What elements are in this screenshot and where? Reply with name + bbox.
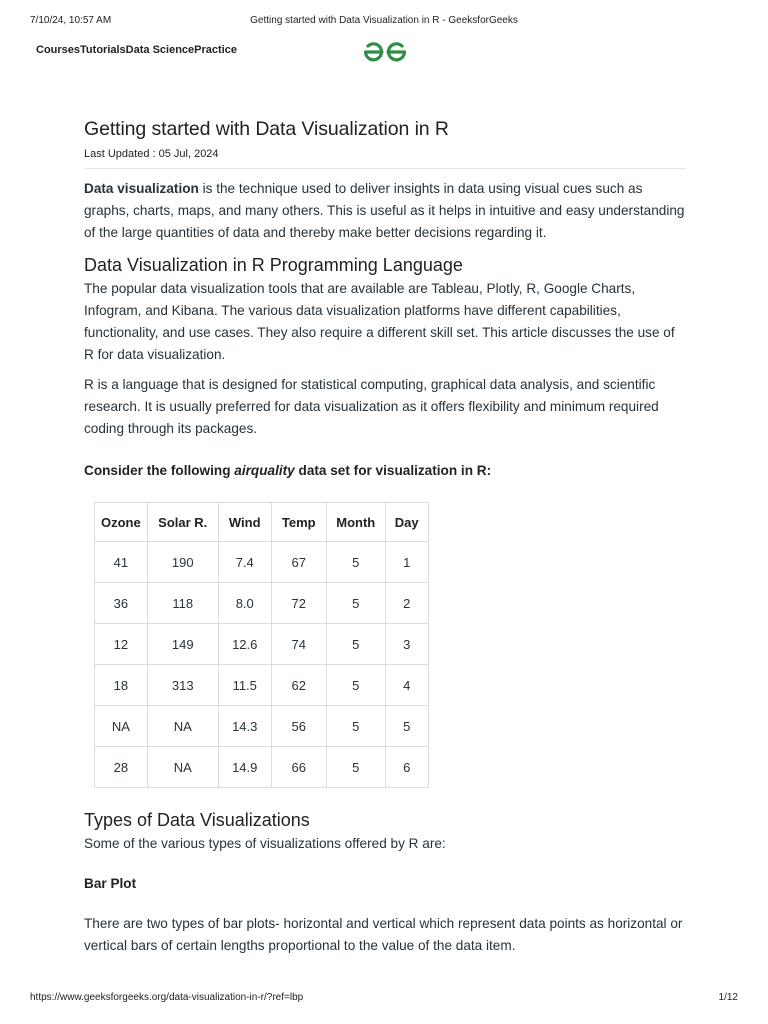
section1-paragraph-1: The popular data visualization tools that are available are Tableau, Plotly, R, Google Charts, Infogram, and Kibana. The various data visualization platforms have different capabilities, functionality, and use cases. They also require a different skill set. This article discusses the use of R for data visualization. [84, 281, 675, 362]
dataset-intro-pre: Consider the following [84, 463, 235, 478]
table-cell: NA [147, 706, 218, 747]
table-cell: 149 [147, 624, 218, 665]
print-footer [30, 992, 738, 1006]
column-header: Ozone [95, 503, 148, 542]
nav-item-courses[interactable]: Courses [36, 44, 81, 56]
table-cell: 74 [271, 624, 326, 665]
intro-bold-term: Data visualization [84, 181, 199, 196]
table-cell: 14.9 [218, 747, 271, 788]
table-row [95, 706, 429, 747]
barplot-heading: Bar Plot [84, 876, 137, 891]
top-nav [36, 44, 237, 60]
table-cell: 11.5 [218, 665, 271, 706]
table-cell: 62 [271, 665, 326, 706]
table-cell: 41 [95, 542, 148, 583]
table-cell: 66 [271, 747, 326, 788]
print-header [30, 15, 738, 29]
table-cell: 5 [326, 583, 385, 624]
table-cell: 190 [147, 542, 218, 583]
table-cell: 2 [385, 583, 428, 624]
article-title: Getting started with Data Visualization in R [84, 118, 449, 140]
print-datetime: 7/10/24, 10:57 AM [30, 15, 112, 26]
table-cell: 67 [271, 542, 326, 583]
table-row [95, 542, 429, 583]
table-cell: 3 [385, 624, 428, 665]
table-cell: 56 [271, 706, 326, 747]
barplot-paragraph: There are two types of bar plots- horizontal and vertical which represent data points as horizontal or vertical bars of certain lengths proportional to the value of the data item. [84, 916, 683, 953]
table-cell: 4 [385, 665, 428, 706]
table-cell: 8.0 [218, 583, 271, 624]
table-cell: 36 [95, 583, 148, 624]
table-row [95, 747, 429, 788]
table-cell: 1 [385, 542, 428, 583]
table-cell: 72 [271, 583, 326, 624]
table-cell: 5 [326, 747, 385, 788]
intro-text: is the technique used to deliver insights in data using visual cues such as graphs, charts, maps, and many others. This is useful as it helps in intuitive and easy understanding of the large quantities of data and thereby make better decisions regarding it. [84, 181, 685, 240]
dataset-name: airquality [234, 463, 295, 478]
table-row [95, 665, 429, 706]
table-cell: 12.6 [218, 624, 271, 665]
table-cell: 14.3 [218, 706, 271, 747]
table-header-row [95, 503, 429, 542]
table-row [95, 583, 429, 624]
airquality-table [94, 502, 429, 788]
dataset-intro-post: data set for visualization in R: [294, 463, 492, 478]
column-header: Solar R. [147, 503, 218, 542]
table-row [95, 624, 429, 665]
geeksforgeeks-logo-icon[interactable] [362, 40, 408, 64]
table-cell: 28 [95, 747, 148, 788]
nav-item-tutorials[interactable]: Tutorials [80, 44, 126, 56]
print-page-title: Getting started with Data Visualization in R - GeeksforGeeks [250, 15, 518, 26]
dataset-intro [84, 460, 686, 482]
section-heading-r-language: Data Visualization in R Programming Language [84, 255, 463, 275]
intro-paragraph [84, 178, 686, 244]
table-cell: 18 [95, 665, 148, 706]
table-cell: 5 [326, 624, 385, 665]
column-header: Day [385, 503, 428, 542]
column-header: Temp [271, 503, 326, 542]
table-cell: 5 [326, 665, 385, 706]
column-header: Month [326, 503, 385, 542]
table-cell: 6 [385, 747, 428, 788]
table-cell: 12 [95, 624, 148, 665]
section-heading-types: Types of Data Visualizations [84, 810, 310, 830]
table-cell: 5 [326, 706, 385, 747]
table-cell: NA [147, 747, 218, 788]
table-cell: 313 [147, 665, 218, 706]
last-updated: Last Updated : 05 Jul, 2024 [84, 148, 686, 169]
nav-item-data-science[interactable]: Data Science [125, 44, 195, 56]
section2-paragraph: Some of the various types of visualizations offered by R are: [84, 836, 446, 851]
table-cell: 7.4 [218, 542, 271, 583]
section1-paragraph-2: R is a language that is designed for statistical computing, graphical data analysis, and scientific research. It is usually preferred for data visualization as it offers flexibility and minimum required coding through its packages. [84, 377, 659, 436]
print-page-number: 1/12 [718, 992, 738, 1003]
article [84, 116, 686, 957]
column-header: Wind [218, 503, 271, 542]
table-cell: 5 [326, 542, 385, 583]
table-cell: NA [95, 706, 148, 747]
print-url: https://www.geeksforgeeks.org/data-visualization-in-r/?ref=lbp [30, 992, 304, 1003]
table-cell: 118 [147, 583, 218, 624]
table-cell: 5 [385, 706, 428, 747]
nav-item-practice[interactable]: Practice [194, 44, 237, 56]
